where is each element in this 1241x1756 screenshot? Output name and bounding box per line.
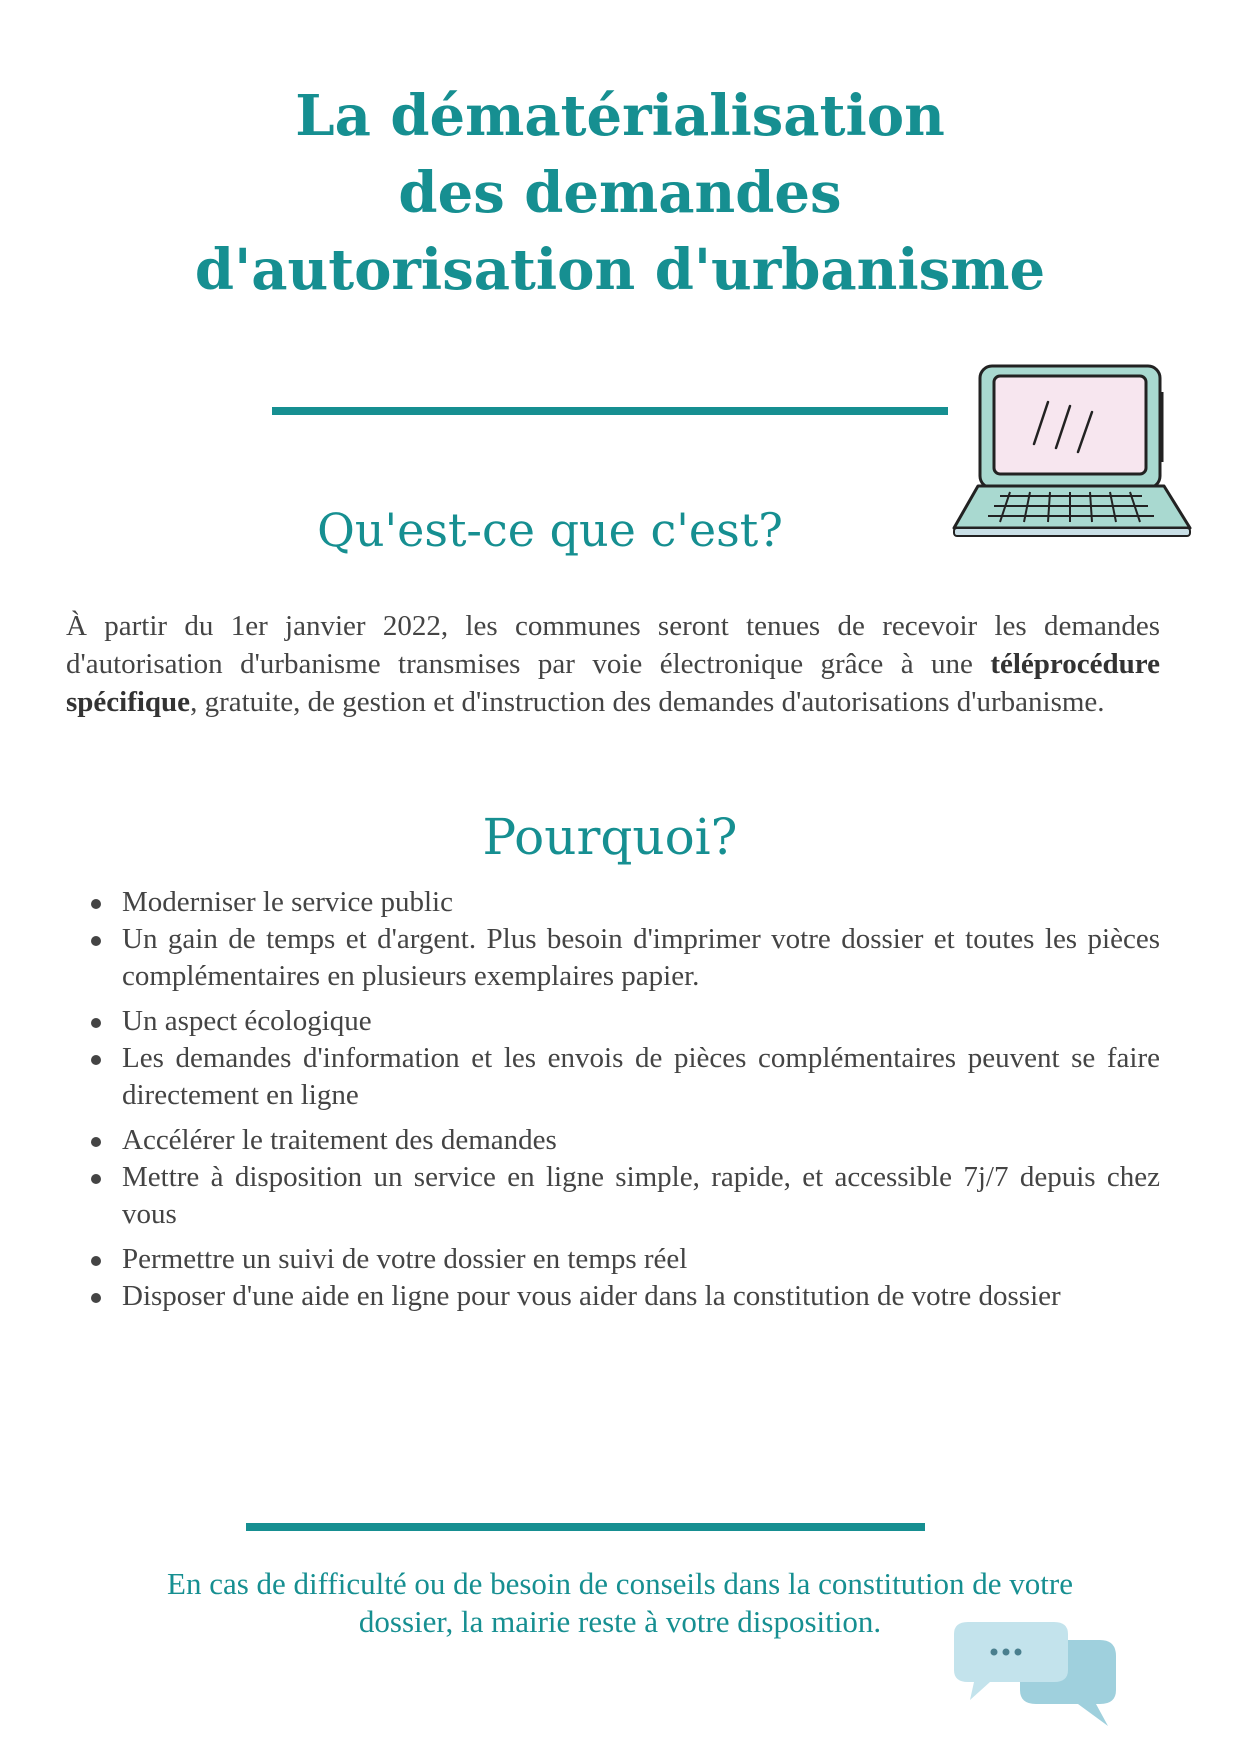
list-item (82, 884, 1160, 921)
footer-line-2: dossier, la mairie reste à votre disposition. (358, 1604, 882, 1639)
bullet-icon (91, 1055, 101, 1065)
list-item-text: Permettre un suivi de votre dossier en temps réel (122, 1243, 688, 1275)
title-line-2: des demandes (398, 160, 842, 226)
intro-bold-text: téléprocédure spécifique (66, 648, 1160, 718)
bullet-icon (91, 1174, 101, 1184)
list-item-text: Disposer d'une aide en ligne pour vous aider dans la constitution de votre dossier (122, 1280, 1061, 1312)
bullet-icon (91, 936, 101, 946)
section-heading-what: Qu'est-ce que c'est? (317, 503, 783, 557)
bullet-icon (91, 1256, 101, 1266)
list-item (82, 1003, 1160, 1040)
intro-text-part-2: , gratuite, de gestion et d'instruction des demandes d'autorisations d'urbanisme. (190, 686, 1105, 718)
intro-paragraph (66, 607, 1160, 721)
list-item (82, 1159, 1160, 1233)
bottom-divider (246, 1523, 925, 1531)
list-item (82, 921, 1160, 995)
list-item (82, 1040, 1160, 1114)
list-item (82, 1241, 1160, 1278)
footer-line-1: En cas de difficulté ou de besoin de conseils dans la constitution de votre (167, 1566, 1073, 1601)
list-item-text: Moderniser le service public (122, 886, 453, 918)
list-item (82, 1122, 1160, 1159)
section-heading-why: Pourquoi? (482, 808, 738, 866)
bullet-icon (91, 1137, 101, 1147)
chat-bubbles-icon (950, 1620, 1120, 1730)
title-line-3: d'autorisation d'urbanisme (194, 237, 1046, 303)
bullet-icon (91, 899, 101, 909)
bullet-icon (91, 1018, 101, 1028)
title-line-1: La dématérialisation (295, 83, 945, 149)
laptop-icon (950, 362, 1192, 540)
reasons-list (82, 884, 1160, 1315)
list-item-text: Accélérer le traitement des demandes (122, 1124, 557, 1156)
list-item-text: Un gain de temps et d'argent. Plus besoin d'imprimer votre dossier et toutes les pièces complémentaires en plusieurs exemplaires papier. (122, 923, 1160, 992)
top-divider (272, 407, 948, 415)
list-item-text: Mettre à disposition un service en ligne simple, rapide, et accessible 7j/7 depuis chez vous (122, 1161, 1160, 1230)
list-item-text: Un aspect écologique (122, 1005, 372, 1037)
list-item (82, 1278, 1160, 1315)
list-item-text: Les demandes d'information et les envois de pièces complémentaires peuvent se faire directement en ligne (122, 1042, 1160, 1111)
intro-text-part-1: À partir du 1er janvier 2022, les communes seront tenues de recevoir les demandes d'autorisation d'urbanisme transmises par voie électronique grâce à une (66, 610, 1160, 680)
page-title (120, 78, 1120, 309)
bullet-icon (91, 1293, 101, 1303)
